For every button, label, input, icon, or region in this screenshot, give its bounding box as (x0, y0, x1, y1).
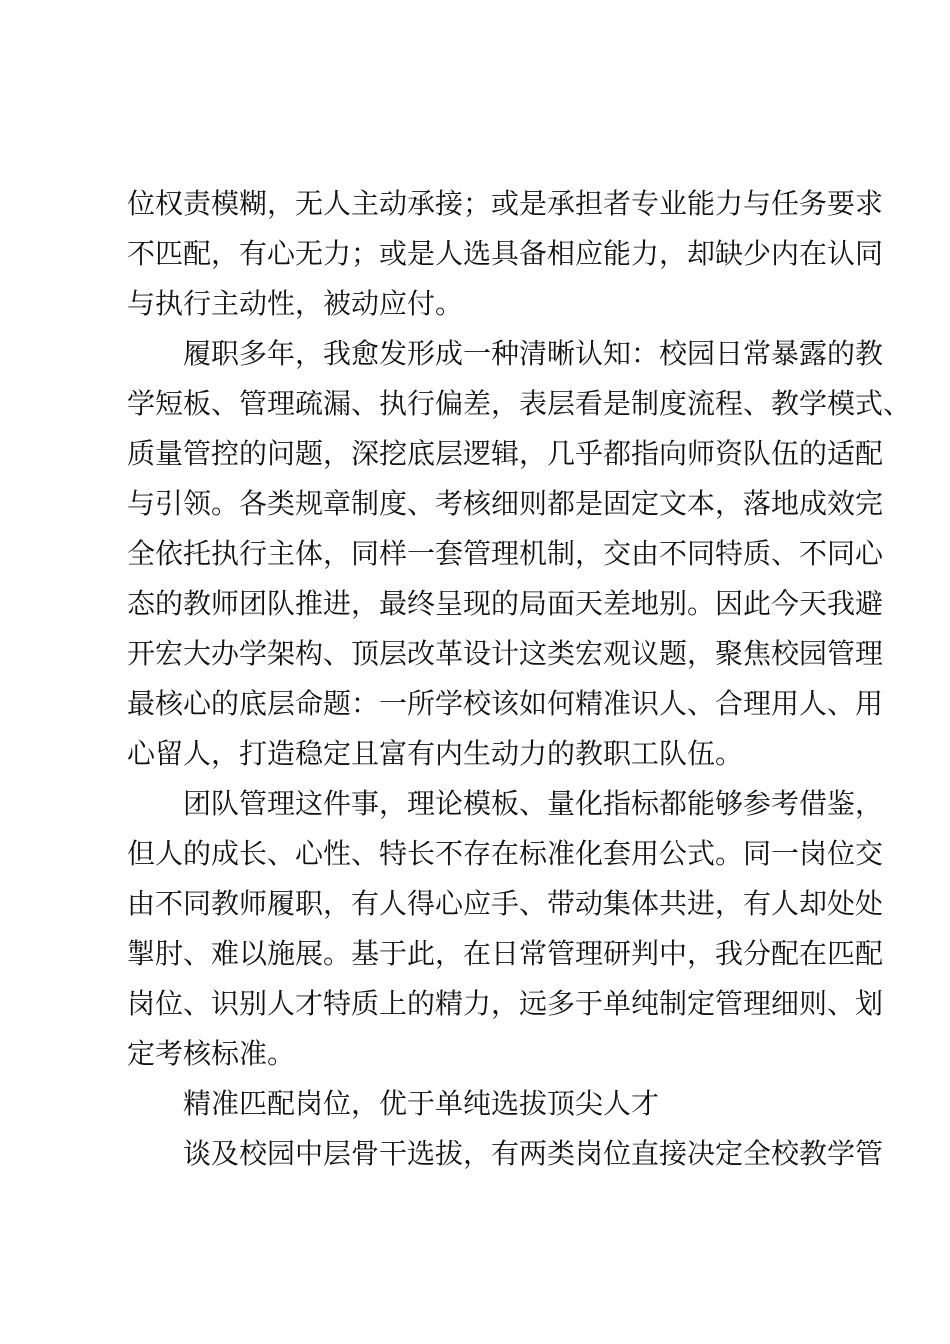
paragraph-first-line: 谈及校园中层骨干选拔，有两类岗位直接决定全校教学管 (183, 1137, 884, 1170)
text-line: 最核心的底层命题：一所学校该如何精准识人、合理用人、用 (127, 687, 884, 720)
text-line: 掣肘、难以施展。基于此，在日常管理研判中，我分配在匹配 (127, 937, 884, 970)
text-line: 学短板、管理疏漏、执行偏差，表层看是制度流程、教学模式、 (127, 387, 912, 420)
text-line: 与执行主动性，被动应付。 (127, 287, 464, 320)
text-line: 质量管控的问题，深挖底层逻辑，几乎都指向师资队伍的适配 (127, 437, 884, 470)
text-line: 心留人，打造稳定且富有内生动力的教职工队伍。 (127, 737, 744, 770)
text-line: 开宏大办学架构、顶层改革设计这类宏观议题，聚焦校园管理 (127, 637, 884, 670)
paragraph-first-line: 履职多年，我愈发形成一种清晰认知：校园日常暴露的教 (183, 337, 884, 370)
text-line: 不匹配，有心无力；或是人选具备相应能力，却缺少内在认同 (127, 237, 884, 270)
text-line: 但人的成长、心性、特长不存在标准化套用公式。同一岗位交 (127, 837, 884, 870)
paragraph-first-line: 团队管理这件事，理论模板、量化指标都能够参考借鉴， (183, 787, 884, 820)
text-line: 岗位、识别人才特质上的精力，远多于单纯制定管理细则、划 (127, 987, 884, 1020)
text-line: 定考核标准。 (127, 1037, 296, 1070)
text-line: 由不同教师履职，有人得心应手、带动集体共进，有人却处处 (127, 887, 884, 920)
text-line: 态的教师团队推进，最终呈现的局面天差地别。因此今天我避 (127, 587, 884, 620)
text-line: 与引领。各类规章制度、考核细则都是固定文本，落地成效完 (127, 487, 884, 520)
text-line: 位权责模糊，无人主动承接；或是承担者专业能力与任务要求 (127, 187, 884, 220)
text-line: 全依托执行主体，同样一套管理机制，交由不同特质、不同心 (127, 537, 884, 570)
section-heading: 精准匹配岗位，优于单纯选拔顶尖人才 (183, 1087, 660, 1120)
